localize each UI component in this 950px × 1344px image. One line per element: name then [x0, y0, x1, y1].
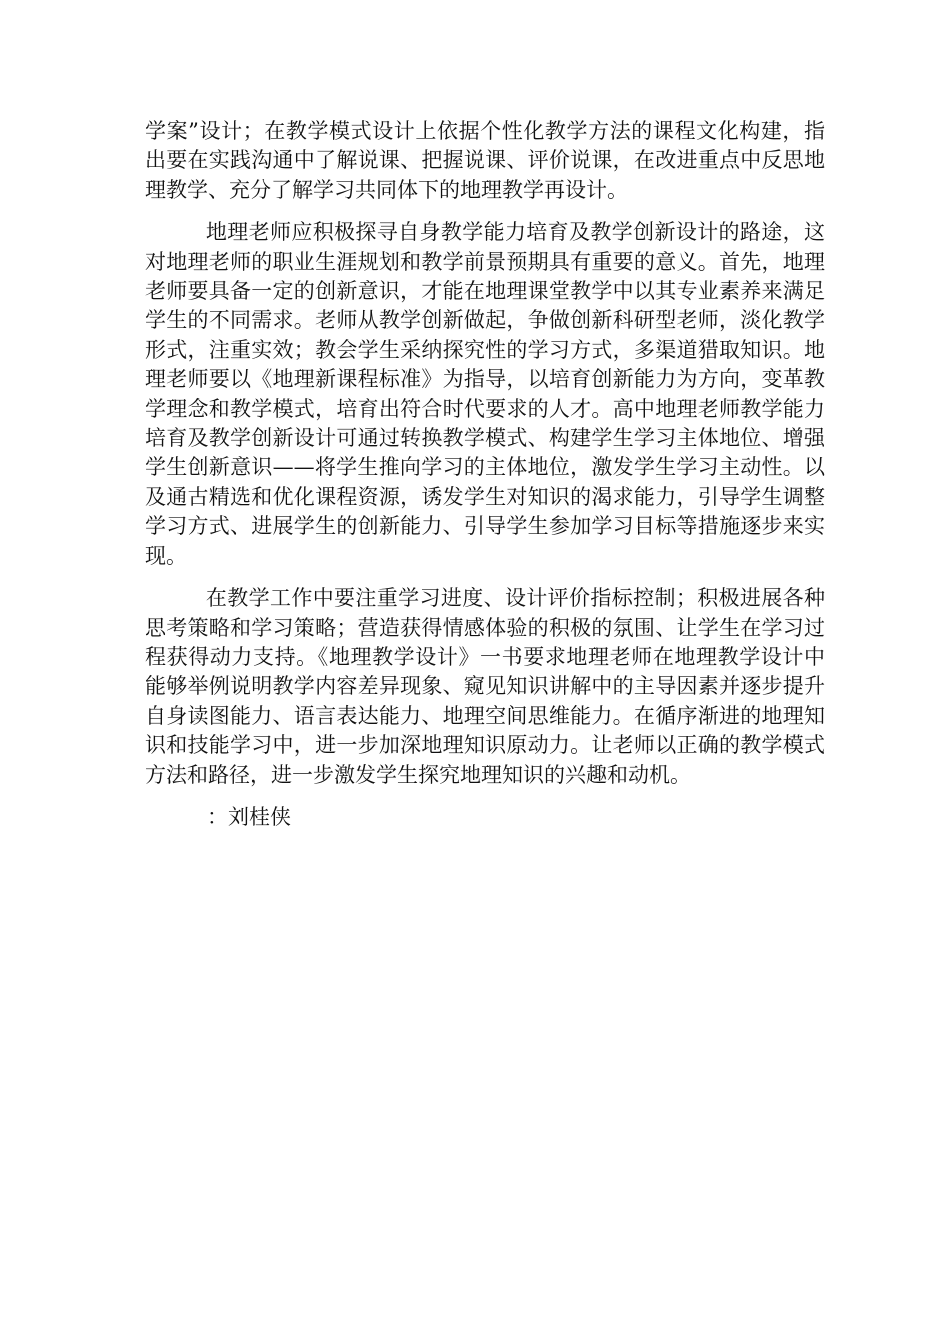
paragraph-1: 学案”设计；在教学模式设计上依据个性化教学方法的课程文化构建，指出要在实践沟通中了解说课、把握说课、评价说课，在改进重点中反思地理教学、充分了解学习共同体下的地理教学再设计。	[145, 119, 825, 202]
document-body	[145, 117, 825, 845]
paragraph-3: 在教学工作中要注重学习进度、设计评价指标控制；积极进展各种思考策略和学习策略；营造获得情感体验的积极的氛围、让学生在学习过程获得动力支持。《地理教学设计》一书要求地理老师在地理教学设计中能够举例说明教学内容差异现象、窥见知识讲解中的主导因素并逐步提升自身读图能力、语言表达能力、地理空间思维能力。在循序渐进的地理知识和技能学习中，进一步加深地理知识原动力。让老师以正确的教学模式方法和路径，进一步激发学生探究地理知识的兴趣和动机。	[145, 586, 825, 787]
paragraph-2: 地理老师应积极探寻自身教学能力培育及教学创新设计的路途，这对地理老师的职业生涯规划和教学前景预期具有重要的意义。首先，地理老师要具备一定的创新意识，才能在地理课堂教学中以其专业素养来满足学生的不同需求。老师从教学创新做起，争做创新科研型老师，淡化教学形式，注重实效；教会学生采纳探究性的学习方式，多渠道猎取知识。地理老师要以《地理新课程标准》为指导，以培育创新能力为方向，变革教学理念和教学模式，培育出符合时代要求的人才。高中地理老师教学能力培育及教学创新设计可通过转换教学模式、构建学生学习主体地位、增强学生创新意识——将学生推向学习的主体地位，激发学生学习主动性。以及通古精选和优化课程资源，诱发学生对知识的渴求能力，引导学生调整学习方式、进展学生的创新能力、引导学生参加学习目标等措施逐步来实现。	[145, 220, 825, 568]
author-signature: ：刘桂侠	[207, 804, 291, 829]
